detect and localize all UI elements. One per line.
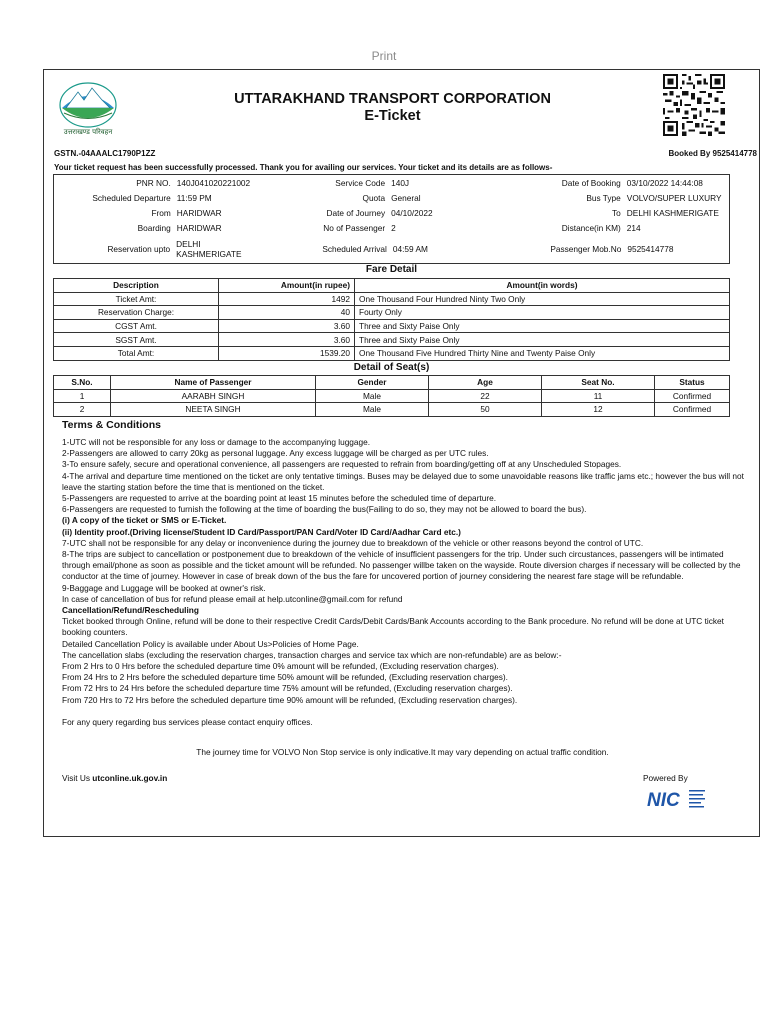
info-row [54,205,729,220]
svg-text:NIC: NIC [647,790,680,811]
info-value: VOLVO/SUPER LUXURY [626,192,722,203]
column-header: Amount(in words) [355,279,730,293]
info-value: 11:59 PM [176,192,212,203]
fare-words: Three and Sixty Paise Only [355,319,730,333]
fare-description: SGST Amt. [54,333,219,347]
terms-line: From 2 Hrs to 0 Hrs before the scheduled departure time 0% amount will be refunded, (Excluding reservation charges). [62,661,499,672]
svg-text:उत्तराखण्ड परिवहन: उत्तराखण्ड परिवहन [63,128,113,136]
powered-by: Powered By [643,773,688,783]
column-header: Age [429,376,542,390]
fare-amount: 3.60 [219,333,355,347]
terms-line: 3-To ensure safely, secure and operational convenience, all passengers are requested to refrain from boarding/getting off at any Unscheduled Stopages. [62,459,622,470]
fare-description: Reservation Charge: [54,306,219,320]
info-label: Boarding [137,222,171,233]
info-value: HARIDWAR [176,222,222,233]
seat-cell: Male [316,403,429,417]
journey-time-note: The journey time for VOLVO Non Stop service is only indicative.It may vary depending on actual traffic condition. [196,747,609,757]
visit-prefix: Visit Us [62,773,90,783]
column-header: Amount(in rupee) [219,279,355,293]
info-label: Bus Type [586,192,621,203]
query-note: For any query regarding bus services please contact enquiry offices. [62,716,313,727]
info-label: To [612,207,621,218]
info-value: 140J [391,177,410,188]
seat-detail-title: Detail of Seat(s) [353,362,430,373]
e-ticket [43,69,760,837]
info-value: 03/10/2022 14:44:08 [626,177,703,188]
ticket-info-table [53,174,730,264]
info-label: Reservation upto [107,244,171,254]
terms-line: 5-Passengers are requested to arrive at the boarding point at least 15 minutes before the scheduled time of departure. [62,493,497,504]
info-value: 04:59 AM [392,244,428,254]
terms-heading: Terms & Conditions [62,419,161,431]
corporation-title: UTTARAKHAND TRANSPORT CORPORATION [234,91,551,107]
info-value: 2 [391,222,396,233]
gstn-number: GSTN.-04AAALC1790P1ZZ [54,149,156,158]
fare-table [53,278,730,361]
column-header: Name of Passenger [111,376,316,390]
column-header: Gender [316,376,429,390]
terms-line: The cancellation slabs (excluding the reservation charges, transaction charges and service tax which are non-refundable) are as below:- [62,649,562,660]
fare-amount: 3.60 [219,319,355,333]
table-row [54,306,730,320]
info-row [54,220,729,235]
seat-cell: 12 [542,403,655,417]
terms-list [62,437,746,728]
fare-words: Fourty Only [355,306,730,320]
terms-line: 1-UTC will not be responsible for any loss or damage to the accompanying luggage. [62,437,371,447]
fare-detail-title: Fare Detail [365,264,418,275]
info-label: Scheduled Departure [92,192,171,203]
print-link[interactable]: Print [371,49,397,63]
info-label: Quota [362,192,386,203]
terms-line: Ticket booked through Online, refund will be done to their respective Credit Cards/Debit Cards/Bank Accounts according to the Bank procedure. No refund will be done at UTC ticket booking counters. [62,616,724,638]
info-value: 214 [626,222,641,233]
fare-amount: 1539.20 [219,346,355,360]
terms-line: (i) A copy of the ticket or SMS or E-Ticket. [62,515,227,526]
table-row [54,319,730,333]
info-row [54,190,729,205]
info-label: PNR NO. [136,177,171,188]
info-value: 9525414778 [627,244,674,254]
info-label: Date of Journey [326,207,386,218]
info-label: Scheduled Arrival [322,244,387,254]
table-row [54,389,730,403]
column-header: Status [655,376,730,390]
booked-by: Booked By 9525414778 [668,149,757,158]
table-row [54,346,730,360]
info-label: Passenger Mob.No [550,244,622,254]
terms-line: From 24 Hrs to 2 Hrs before the scheduled departure time 50% amount will be refunded, (Excluding reservation charges). [62,672,508,683]
info-row [54,175,729,190]
seat-table [53,375,730,417]
terms-line: In case of cancellation of bus for refund please email at help.utconline@gmail.com for refund [62,593,403,604]
terms-line: Cancellation/Refund/Rescheduling [62,605,199,616]
info-value: 140J041020221002 [176,177,251,188]
terms-line: Detailed Cancellation Policy is available under About Us>Policies of Home Page. [62,638,359,649]
table-row [54,333,730,347]
fare-words: Three and Sixty Paise Only [355,333,730,347]
fare-words: One Thousand Five Hundred Thirty Nine and Twenty Paise Only [355,346,730,360]
table-row [54,403,730,417]
terms-line: 2-Passengers are allowed to carry 20kg as personal luggage. Any excess luggage will be charged as per UTC rules. [62,448,489,459]
table-header-row [54,376,730,390]
seat-cell: 11 [542,389,655,403]
seat-cell: AARABH SINGH [111,389,316,403]
fare-amount: 1492 [219,292,355,306]
terms-line: From 720 Hrs to 72 Hrs before the scheduled departure time 90% amount will be refunded, (Excluding reservation charges). [62,694,518,705]
ticket-title: E-Ticket [364,108,421,124]
column-header: S.No. [54,376,111,390]
fare-description: Ticket Amt: [54,292,219,306]
column-header: Description [54,279,219,293]
column-header: Seat No. [542,376,655,390]
seat-cell: 22 [429,389,542,403]
info-label: From [151,207,171,218]
seat-cell: 1 [54,389,111,403]
terms-line: 9-Baggage and Luggage will be booked at owner's risk. [62,582,266,593]
seat-cell: NEETA SINGH [111,403,316,417]
visit-url-link[interactable]: utconline.uk.gov.in [92,773,168,783]
info-value: DELHI KASHMERIGATE [626,207,719,218]
table-row [54,292,730,306]
seat-cell: Confirmed [655,403,730,417]
nic-logo [647,787,707,811]
info-value: HARIDWAR [176,207,222,218]
info-value: 04/10/2022 [391,207,433,218]
info-label: No of Passenger [323,222,386,233]
fare-description: Total Amt: [54,346,219,360]
terms-line: (ii) Identity proof.(Driving license/Student ID Card/Passport/PAN Card/Voter ID Card/Aadhar Card etc.) [62,526,461,537]
terms-line: 6-Passengers are requested to furnish the following at the time of boarding the bus(Failing to do so, they may not be allowed to board the bus). [62,504,587,515]
visit-us [62,773,167,783]
info-row [54,235,729,263]
info-label: Distance(in KM) [561,222,621,233]
fare-description: CGST Amt. [54,319,219,333]
terms-line: 4-The arrival and departure time mentioned on the ticket are only tentative timings. Buses may be delayed due to some unavoidable reasons like traffic jams etc.; however the bus will not leave the starting station before the time that is mentioned on the ticket. [62,470,744,492]
seat-cell: Confirmed [655,389,730,403]
seat-cell: 2 [54,403,111,417]
info-value: DELHI KASHMERIGATE [176,239,242,259]
terms-line: 8-The trips are subject to cancellation or postponement due to breakdown of the vehicle of insufficient passengers for the trip. Under such circustances, passengers will be intimated through email/phone as soon as possible and the ticket amount will be refunded. No passenger willbe taken on the wayside. Route diversion charges if necessary will be collected by the conductor at the time of journey. However in case of break down of the bus the fare for uncovered portion of journey considering the nearest fare stage will be refundable. [62,549,741,582]
terms-line: From 72 Hrs to 24 Hrs before the scheduled departure time 75% amount will be refunded, (Excluding reservation charges). [62,683,513,694]
seat-cell: 50 [429,403,542,417]
success-message: Your ticket request has been successfully processed. Thank you for availing our services. Your ticket and its details are as follows- [54,163,553,172]
info-label: Service Code [335,177,386,188]
fare-amount: 40 [219,306,355,320]
terms-line: 7-UTC shall not be responsible for any delay or inconvenience during the journey due to breakdown of the vehicle or other reasons beyond the control of UTC. [62,537,644,548]
table-header-row [54,279,730,293]
info-label: Date of Booking [561,177,621,188]
info-value: General [391,192,421,203]
fare-words: One Thousand Four Hundred Ninty Two Only [355,292,730,306]
seat-cell: Male [316,389,429,403]
